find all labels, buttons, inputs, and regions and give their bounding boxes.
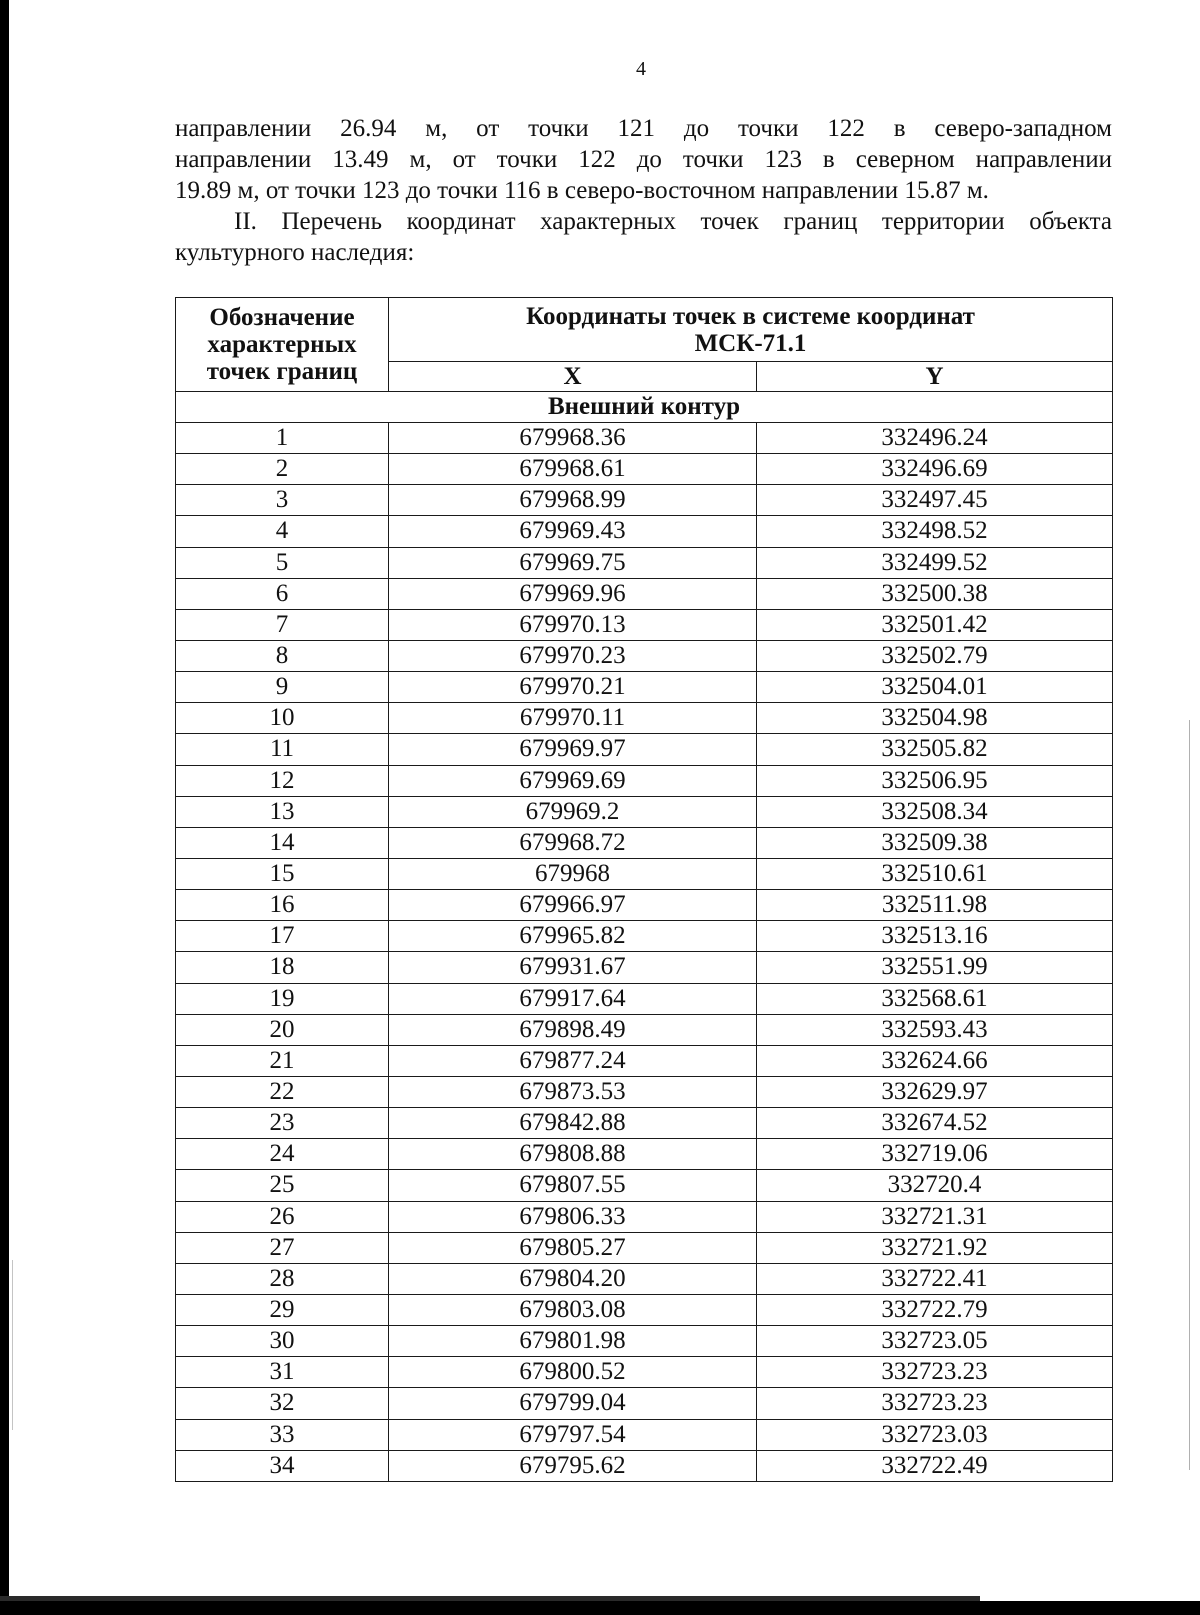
point-number-cell: 15 xyxy=(176,858,389,889)
table-row xyxy=(176,578,1113,609)
point-number-cell: 10 xyxy=(176,703,389,734)
x-coordinate-cell: 679969.43 xyxy=(389,516,757,547)
point-number-cell: 6 xyxy=(176,578,389,609)
intro-line: направлении 13.49 м, от точки 122 до точки 123 в северном направлении xyxy=(175,146,1112,173)
point-number-cell: 20 xyxy=(176,1014,389,1045)
point-number-cell: 29 xyxy=(176,1294,389,1325)
point-number-cell: 2 xyxy=(176,454,389,485)
table-row xyxy=(176,796,1113,827)
table-row xyxy=(176,1139,1113,1170)
point-number-cell: 14 xyxy=(176,827,389,858)
x-coordinate-cell: 679969.96 xyxy=(389,578,757,609)
x-coordinate-cell: 679917.64 xyxy=(389,983,757,1014)
x-coordinate-cell: 679800.52 xyxy=(389,1357,757,1388)
table-row xyxy=(176,609,1113,640)
x-coordinate-cell: 679931.67 xyxy=(389,952,757,983)
y-coordinate-cell: 332500.38 xyxy=(757,578,1113,609)
point-number-cell: 12 xyxy=(176,765,389,796)
header-x: X xyxy=(389,362,757,392)
y-coordinate-cell: 332498.52 xyxy=(757,516,1113,547)
point-number-cell: 13 xyxy=(176,796,389,827)
point-number-cell: 3 xyxy=(176,485,389,516)
x-coordinate-cell: 679797.54 xyxy=(389,1419,757,1450)
header-designation-line: характерных xyxy=(207,331,357,358)
y-coordinate-cell: 332510.61 xyxy=(757,858,1113,889)
header-coordinates-line: МСК-71.1 xyxy=(694,329,807,357)
y-coordinate-cell: 332497.45 xyxy=(757,485,1113,516)
point-number-cell: 7 xyxy=(176,609,389,640)
table-row xyxy=(176,1108,1113,1139)
header-coordinates-line: Координаты точек в системе координат xyxy=(526,302,975,330)
intro-line: 19.89 м, от точки 123 до точки 116 в северо-восточном направлении 15.87 м. xyxy=(175,177,989,204)
x-coordinate-cell: 679970.13 xyxy=(389,609,757,640)
y-coordinate-cell: 332502.79 xyxy=(757,640,1113,671)
y-coordinate-cell: 332723.23 xyxy=(757,1357,1113,1388)
y-coordinate-cell: 332496.69 xyxy=(757,454,1113,485)
table-row xyxy=(176,1450,1113,1481)
point-number-cell: 26 xyxy=(176,1201,389,1232)
table-row xyxy=(176,1388,1113,1419)
table-row xyxy=(176,516,1113,547)
section-heading-line: II. Перечень координат характерных точек границ территории объекта xyxy=(234,208,1112,235)
point-number-cell: 31 xyxy=(176,1357,389,1388)
y-coordinate-cell: 332723.23 xyxy=(757,1388,1113,1419)
point-number-cell: 17 xyxy=(176,921,389,952)
point-number-cell: 9 xyxy=(176,672,389,703)
y-coordinate-cell: 332513.16 xyxy=(757,921,1113,952)
table-row xyxy=(176,983,1113,1014)
contour-label: Внешний контур xyxy=(176,392,1113,423)
table-row xyxy=(176,703,1113,734)
y-coordinate-cell: 332629.97 xyxy=(757,1076,1113,1107)
y-coordinate-cell: 332505.82 xyxy=(757,734,1113,765)
scan-edge-left xyxy=(0,0,9,1615)
contour-row xyxy=(176,392,1113,423)
x-coordinate-cell: 679898.49 xyxy=(389,1014,757,1045)
x-coordinate-cell: 679970.11 xyxy=(389,703,757,734)
table-row xyxy=(176,485,1113,516)
y-coordinate-cell: 332501.42 xyxy=(757,609,1113,640)
point-number-cell: 5 xyxy=(176,547,389,578)
header-y: Y xyxy=(757,362,1113,392)
x-coordinate-cell: 679799.04 xyxy=(389,1388,757,1419)
point-number-cell: 27 xyxy=(176,1232,389,1263)
x-coordinate-cell: 679801.98 xyxy=(389,1326,757,1357)
y-coordinate-cell: 332568.61 xyxy=(757,983,1113,1014)
section-heading-line: культурного наследия: xyxy=(175,239,415,266)
point-number-cell: 23 xyxy=(176,1108,389,1139)
scan-artifact-line xyxy=(12,1260,13,1430)
y-coordinate-cell: 332721.92 xyxy=(757,1232,1113,1263)
y-coordinate-cell: 332674.52 xyxy=(757,1108,1113,1139)
x-coordinate-cell: 679805.27 xyxy=(389,1232,757,1263)
x-coordinate-cell: 679842.88 xyxy=(389,1108,757,1139)
point-number-cell: 25 xyxy=(176,1170,389,1201)
table-row xyxy=(176,423,1113,454)
scan-artifact-line xyxy=(1189,720,1190,1470)
table-row xyxy=(176,1045,1113,1076)
y-coordinate-cell: 332499.52 xyxy=(757,547,1113,578)
point-number-cell: 22 xyxy=(176,1076,389,1107)
y-coordinate-cell: 332504.98 xyxy=(757,703,1113,734)
header-coordinates xyxy=(389,298,1113,362)
y-coordinate-cell: 332723.05 xyxy=(757,1326,1113,1357)
table-row xyxy=(176,1170,1113,1201)
y-coordinate-cell: 332719.06 xyxy=(757,1139,1113,1170)
x-coordinate-cell: 679970.23 xyxy=(389,640,757,671)
point-number-cell: 21 xyxy=(176,1045,389,1076)
table-row xyxy=(176,765,1113,796)
point-number-cell: 18 xyxy=(176,952,389,983)
table-row xyxy=(176,921,1113,952)
coordinates-table xyxy=(175,297,1113,1482)
x-coordinate-cell: 679965.82 xyxy=(389,921,757,952)
page-number: 4 xyxy=(636,58,646,80)
point-number-cell: 11 xyxy=(176,734,389,765)
intro-paragraph xyxy=(175,113,1112,206)
y-coordinate-cell: 332593.43 xyxy=(757,1014,1113,1045)
x-coordinate-cell: 679969.97 xyxy=(389,734,757,765)
x-coordinate-cell: 679808.88 xyxy=(389,1139,757,1170)
point-number-cell: 19 xyxy=(176,983,389,1014)
y-coordinate-cell: 332511.98 xyxy=(757,890,1113,921)
x-coordinate-cell: 679969.69 xyxy=(389,765,757,796)
x-coordinate-cell: 679806.33 xyxy=(389,1201,757,1232)
point-number-cell: 28 xyxy=(176,1263,389,1294)
y-coordinate-cell: 332496.24 xyxy=(757,423,1113,454)
point-number-cell: 24 xyxy=(176,1139,389,1170)
x-coordinate-cell: 679795.62 xyxy=(389,1450,757,1481)
table-row xyxy=(176,1201,1113,1232)
y-coordinate-cell: 332508.34 xyxy=(757,796,1113,827)
table-row xyxy=(176,1232,1113,1263)
table-row xyxy=(176,454,1113,485)
table-row xyxy=(176,1076,1113,1107)
point-number-cell: 33 xyxy=(176,1419,389,1450)
y-coordinate-cell: 332720.4 xyxy=(757,1170,1113,1201)
x-coordinate-cell: 679969.2 xyxy=(389,796,757,827)
table-row xyxy=(176,672,1113,703)
table-row xyxy=(176,952,1113,983)
header-designation-line: Обозначение xyxy=(209,304,355,331)
x-coordinate-cell: 679803.08 xyxy=(389,1294,757,1325)
table-row xyxy=(176,827,1113,858)
table-header-row xyxy=(176,298,1113,362)
point-number-cell: 30 xyxy=(176,1326,389,1357)
scan-edge-bottom xyxy=(0,1601,1200,1615)
point-number-cell: 8 xyxy=(176,640,389,671)
x-coordinate-cell: 679968.99 xyxy=(389,485,757,516)
section-heading xyxy=(175,206,1112,268)
y-coordinate-cell: 332504.01 xyxy=(757,672,1113,703)
y-coordinate-cell: 332506.95 xyxy=(757,765,1113,796)
table-row xyxy=(176,1419,1113,1450)
y-coordinate-cell: 332722.49 xyxy=(757,1450,1113,1481)
table-row xyxy=(176,890,1113,921)
point-number-cell: 4 xyxy=(176,516,389,547)
table-row xyxy=(176,1294,1113,1325)
x-coordinate-cell: 679969.75 xyxy=(389,547,757,578)
x-coordinate-cell: 679877.24 xyxy=(389,1045,757,1076)
header-designation-line: точек границ xyxy=(206,358,358,385)
y-coordinate-cell: 332551.99 xyxy=(757,952,1113,983)
header-designation xyxy=(176,298,389,392)
table-row xyxy=(176,1357,1113,1388)
x-coordinate-cell: 679968.72 xyxy=(389,827,757,858)
x-coordinate-cell: 679966.97 xyxy=(389,890,757,921)
y-coordinate-cell: 332721.31 xyxy=(757,1201,1113,1232)
x-coordinate-cell: 679873.53 xyxy=(389,1076,757,1107)
table-row xyxy=(176,1326,1113,1357)
point-number-cell: 1 xyxy=(176,423,389,454)
x-coordinate-cell: 679807.55 xyxy=(389,1170,757,1201)
y-coordinate-cell: 332722.41 xyxy=(757,1263,1113,1294)
table-row xyxy=(176,640,1113,671)
x-coordinate-cell: 679968.36 xyxy=(389,423,757,454)
table-row xyxy=(176,1014,1113,1045)
table-row xyxy=(176,858,1113,889)
y-coordinate-cell: 332722.79 xyxy=(757,1294,1113,1325)
point-number-cell: 34 xyxy=(176,1450,389,1481)
x-coordinate-cell: 679968.61 xyxy=(389,454,757,485)
x-coordinate-cell: 679968 xyxy=(389,858,757,889)
y-coordinate-cell: 332723.03 xyxy=(757,1419,1113,1450)
point-number-cell: 32 xyxy=(176,1388,389,1419)
y-coordinate-cell: 332624.66 xyxy=(757,1045,1113,1076)
table-row xyxy=(176,1263,1113,1294)
table-row xyxy=(176,734,1113,765)
y-coordinate-cell: 332509.38 xyxy=(757,827,1113,858)
point-number-cell: 16 xyxy=(176,890,389,921)
x-coordinate-cell: 679804.20 xyxy=(389,1263,757,1294)
intro-line: направлении 26.94 м, от точки 121 до точки 122 в северо-западном xyxy=(175,115,1112,142)
x-coordinate-cell: 679970.21 xyxy=(389,672,757,703)
table-row xyxy=(176,547,1113,578)
